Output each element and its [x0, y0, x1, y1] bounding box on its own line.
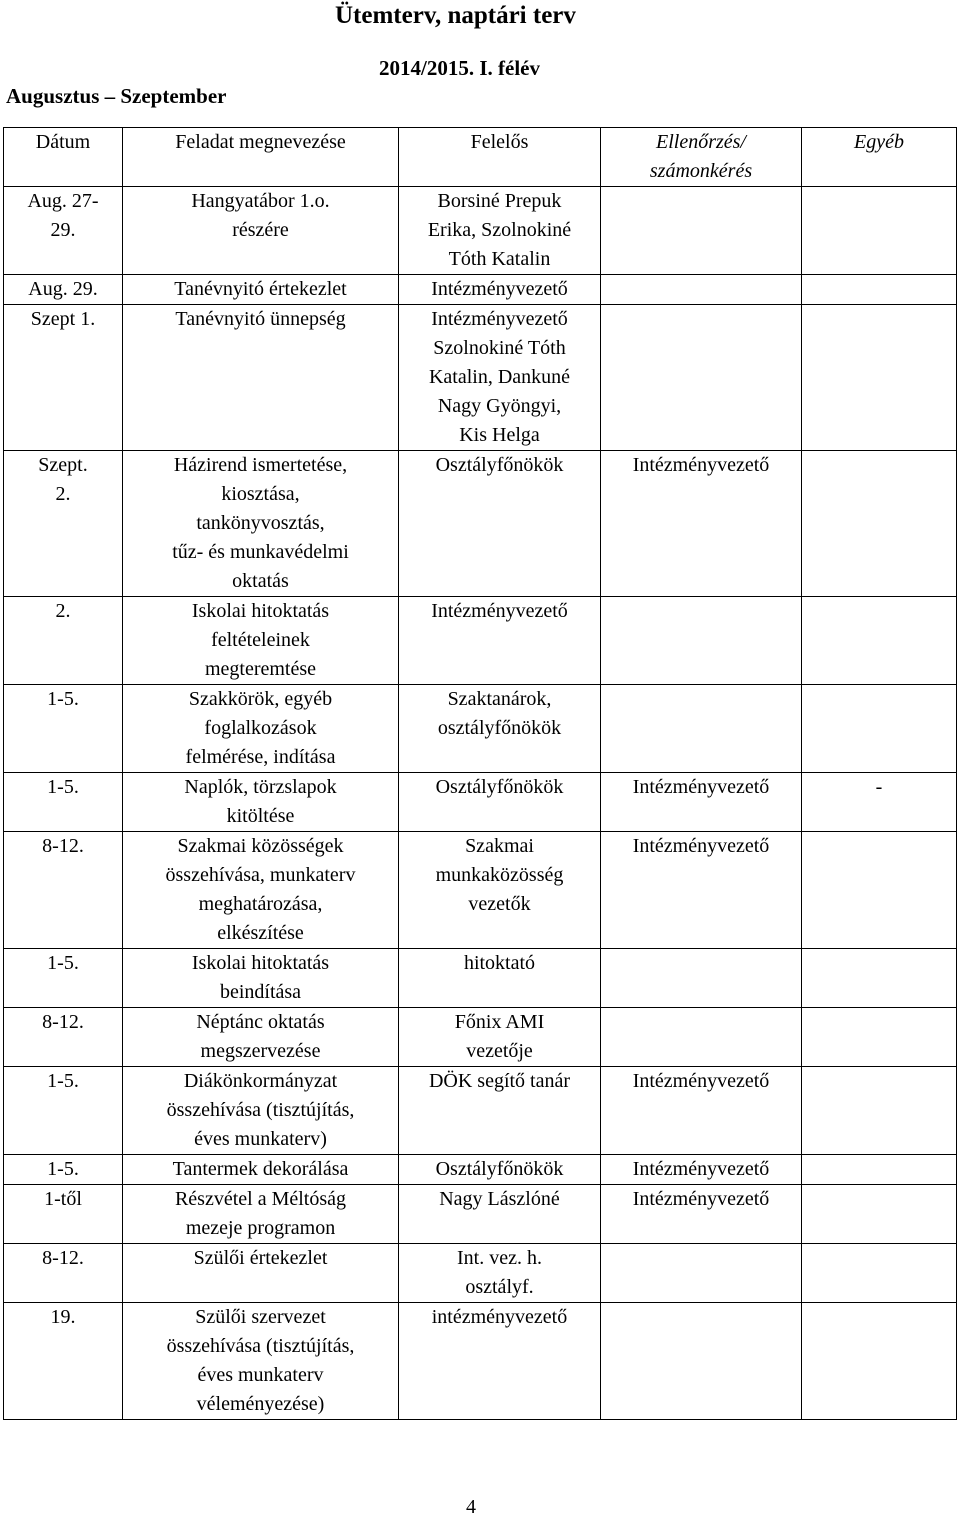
table-row — [4, 597, 957, 685]
cell-check — [601, 685, 802, 773]
cell-other — [802, 685, 957, 773]
table-row — [4, 949, 957, 1008]
table-row — [4, 1155, 957, 1185]
cell-responsible: Szakmai munkaközösség vezetők — [399, 832, 601, 949]
cell-task: Szakmai közösségek összehívása, munkaterv meghatározása, elkészítése — [123, 832, 399, 949]
cell-check: Intézményvezető — [601, 1067, 802, 1155]
cell-other — [802, 597, 957, 685]
column-header-responsible: Felelős — [399, 128, 601, 187]
table-row — [4, 1008, 957, 1067]
document-title: Ütemterv, naptári terv — [335, 2, 576, 29]
cell-date: Aug. 29. — [4, 275, 123, 305]
cell-task: Részvétel a Méltóság mezeje programon — [123, 1185, 399, 1244]
cell-other — [802, 1303, 957, 1420]
cell-other — [802, 1155, 957, 1185]
cell-date: 1-től — [4, 1185, 123, 1244]
table-row — [4, 305, 957, 451]
table-row — [4, 832, 957, 949]
cell-responsible: Osztályfőnökök — [399, 773, 601, 832]
cell-date: 19. — [4, 1303, 123, 1420]
table-header-row — [4, 128, 957, 187]
cell-date: 1-5. — [4, 949, 123, 1008]
cell-responsible: Osztályfőnökök — [399, 451, 601, 597]
cell-responsible: Osztályfőnökök — [399, 1155, 601, 1185]
cell-responsible: intézményvezető — [399, 1303, 601, 1420]
cell-other — [802, 275, 957, 305]
cell-date: 1-5. — [4, 685, 123, 773]
cell-date: 8-12. — [4, 832, 123, 949]
column-header-date: Dátum — [4, 128, 123, 187]
cell-check — [601, 187, 802, 275]
cell-task: Tanévnyitó ünnepség — [123, 305, 399, 451]
cell-other: - — [802, 773, 957, 832]
cell-check: Intézményvezető — [601, 773, 802, 832]
cell-check: Intézményvezető — [601, 832, 802, 949]
cell-check: Intézményvezető — [601, 451, 802, 597]
cell-check — [601, 1008, 802, 1067]
schedule-table — [3, 127, 957, 1420]
cell-date: Aug. 27- 29. — [4, 187, 123, 275]
table-row — [4, 1303, 957, 1420]
table-row — [4, 451, 957, 597]
cell-task: Hangyatábor 1.o. részére — [123, 187, 399, 275]
cell-responsible: Intézményvezető — [399, 597, 601, 685]
column-header-task: Feladat megnevezése — [123, 128, 399, 187]
cell-task: Néptánc oktatás megszervezése — [123, 1008, 399, 1067]
cell-date: 1-5. — [4, 1067, 123, 1155]
table-row — [4, 187, 957, 275]
cell-responsible: Intézményvezető Szolnokiné Tóth Katalin, Dankuné Nagy Gyöngyi, Kis Helga — [399, 305, 601, 451]
cell-other — [802, 451, 957, 597]
cell-task: Szakkörök, egyéb foglalkozások felmérése, indítása — [123, 685, 399, 773]
cell-responsible: hitoktató — [399, 949, 601, 1008]
table-row — [4, 275, 957, 305]
document-subtitle: 2014/2015. I. félév — [379, 56, 540, 80]
cell-responsible: Intézményvezető — [399, 275, 601, 305]
cell-date: Szept. 2. — [4, 451, 123, 597]
cell-check — [601, 949, 802, 1008]
cell-date: 1-5. — [4, 1155, 123, 1185]
cell-other — [802, 1244, 957, 1303]
cell-other — [802, 1185, 957, 1244]
cell-check — [601, 1303, 802, 1420]
cell-date: 1-5. — [4, 773, 123, 832]
cell-check — [601, 275, 802, 305]
table-row — [4, 685, 957, 773]
cell-responsible: Borsiné Prepuk Erika, Szolnokiné Tóth Katalin — [399, 187, 601, 275]
cell-task: Iskolai hitoktatás feltételeinek megteremtése — [123, 597, 399, 685]
page-number: 4 — [466, 1496, 476, 1518]
table-row — [4, 1244, 957, 1303]
cell-task: Tanévnyitó értekezlet — [123, 275, 399, 305]
cell-date: 8-12. — [4, 1008, 123, 1067]
cell-task: Tantermek dekorálása — [123, 1155, 399, 1185]
cell-other — [802, 187, 957, 275]
cell-check: Intézményvezető — [601, 1155, 802, 1185]
cell-other — [802, 305, 957, 451]
cell-responsible: Főnix AMI vezetője — [399, 1008, 601, 1067]
cell-task: Naplók, törzslapok kitöltése — [123, 773, 399, 832]
cell-check — [601, 597, 802, 685]
cell-responsible: DÖK segítő tanár — [399, 1067, 601, 1155]
cell-date: 2. — [4, 597, 123, 685]
cell-other — [802, 949, 957, 1008]
cell-responsible: Int. vez. h. osztályf. — [399, 1244, 601, 1303]
cell-task: Szülői értekezlet — [123, 1244, 399, 1303]
table-row — [4, 1185, 957, 1244]
table-row — [4, 773, 957, 832]
cell-check: Intézményvezető — [601, 1185, 802, 1244]
cell-task: Szülői szervezet összehívása (tisztújítás, éves munkaterv véleményezése) — [123, 1303, 399, 1420]
cell-other — [802, 1067, 957, 1155]
cell-other — [802, 832, 957, 949]
cell-date: Szept 1. — [4, 305, 123, 451]
period-label: Augusztus – Szeptember — [6, 84, 227, 108]
column-header-other: Egyéb — [802, 128, 957, 187]
cell-task: Házirend ismertetése, kiosztása, tankönyvosztás, tűz- és munkavédelmi oktatás — [123, 451, 399, 597]
cell-responsible: Nagy Lászlóné — [399, 1185, 601, 1244]
cell-check — [601, 305, 802, 451]
cell-responsible: Szaktanárok, osztályfőnökök — [399, 685, 601, 773]
cell-date: 8-12. — [4, 1244, 123, 1303]
cell-task: Diákönkormányzat összehívása (tisztújítás, éves munkaterv) — [123, 1067, 399, 1155]
column-header-check: Ellenőrzés/ számonkérés — [601, 128, 802, 187]
table-row — [4, 1067, 957, 1155]
cell-other — [802, 1008, 957, 1067]
cell-task: Iskolai hitoktatás beindítása — [123, 949, 399, 1008]
cell-check — [601, 1244, 802, 1303]
